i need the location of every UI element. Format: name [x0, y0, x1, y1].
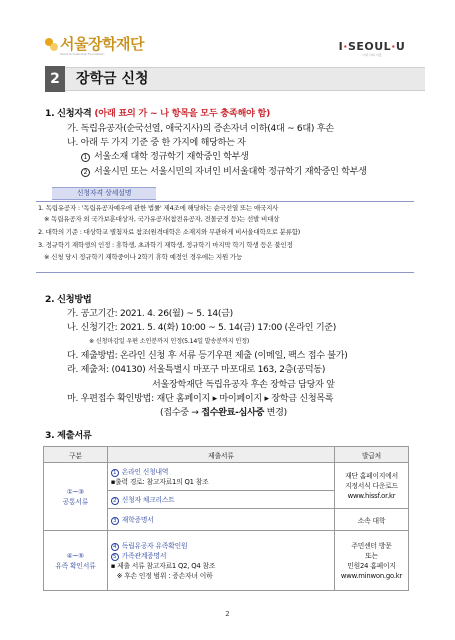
- method-na-note: ※ 신청마감일 우편 소인분까지 인정(5.14일 발송분까지 인정): [89, 338, 250, 345]
- criterion-1-text: 서울소재 대학 정규학기 재학중인 학부생: [94, 152, 249, 162]
- doc-5-sub: ▪ 제출 서류 참고자료1 Q2, Q4 참조: [110, 561, 216, 570]
- doc-3-title: 재학증명서: [121, 515, 154, 524]
- eligibility-heading-note: (아래 표의 가 ~ 나 항목을 모두 충족해야 함): [94, 108, 270, 119]
- table-header-category: 구분: [44, 447, 108, 463]
- documents-table: [43, 446, 409, 591]
- foundation-logo-icon: [45, 38, 58, 53]
- section-title: 장학금 신청: [76, 71, 149, 87]
- table-header-issuer: 발급처: [335, 447, 409, 463]
- detail-tab-label: 신청자격 상세설명: [76, 189, 132, 197]
- detail-3: 3. 정규학기 재학생의 인정 : 휴학생, 초과학기 재학생, 정규학기 마지막 학기 학생 등은 불인정: [38, 241, 293, 249]
- issuer-foundation-b: 지정서식 다운로드: [345, 481, 398, 490]
- issuer-foundation-url: www.hissf.or.kr: [347, 491, 396, 500]
- doc-3-num: 3: [111, 517, 119, 525]
- foundation-logo-text: 서울장학재단: [60, 35, 144, 53]
- doc-5-title: 가족관계증명서: [121, 551, 167, 560]
- method-ma: 마. 우편접수 확인방법: 재단 홈페이지 ▸ 마이페이지 ▸ 장학금 신청목록: [67, 394, 334, 404]
- doc-row-3: [107, 509, 334, 531]
- method-ma2-pre: (접수중 →: [160, 408, 202, 418]
- foundation-logo-subtext: Seoul Scholarship Foundation: [60, 52, 105, 56]
- method-na: 나. 신청기간: 2021. 5. 4(화) 10:00 ~ 5. 14(금) 17:00 (온라인 기준): [67, 323, 337, 333]
- section-number: 2: [45, 66, 65, 92]
- doc-2-title: 신청자 체크리스트: [121, 495, 175, 504]
- doc-4-title: 독립유공자 유족확인원: [121, 541, 188, 550]
- issuer-community-center: [335, 531, 409, 591]
- circled-number-1: 1: [81, 153, 90, 162]
- group1-label: [44, 463, 108, 531]
- issuer-foundation: [335, 463, 409, 509]
- issuer-foundation-a: 재단 홈페이지에서: [345, 471, 398, 480]
- iseoulu-logo: I·SEOUL·U 너와 나의 서울: [336, 40, 408, 58]
- method-ma2-post: 변경): [264, 408, 287, 418]
- criterion-2-text: 서울시민 또는 서울시민의 자녀인 비서울대학 정규학기 재학중인 학부생: [94, 167, 367, 177]
- method-ga: 가. 공고기간: 2021. 4. 26(월) ~ 5. 14(금): [67, 309, 233, 319]
- eligibility-item-na: 나. 아래 두 가지 기준 중 한 가지에 해당하는 자: [67, 138, 246, 148]
- doc-row-4-5: [107, 531, 334, 591]
- iseoulu-logo-a: I: [338, 40, 344, 53]
- issuer-university: 소속 대학: [335, 509, 409, 531]
- issuer-cc-b: 또는: [365, 551, 378, 560]
- group1-label-a: ①~③: [66, 487, 84, 496]
- doc-4-num: 4: [111, 543, 119, 551]
- method-ma2: [160, 407, 287, 419]
- eligibility-criterion-1: [81, 151, 249, 163]
- foundation-logo: [45, 36, 144, 57]
- method-da: 다. 제출방법: 온라인 신청 후 서류 등기우편 제출 (이메일, 팩스 접수 불가): [67, 351, 348, 361]
- doc-2-num: 2: [111, 497, 119, 505]
- iseoulu-logo-subtext: 너와 나의 서울: [362, 53, 382, 57]
- iseoulu-logo-c: U: [395, 40, 406, 53]
- circled-number-2: 2: [81, 168, 90, 177]
- doc-row-1: [107, 463, 334, 491]
- doc-row-2: [107, 491, 334, 509]
- doc-1-title: 온라인 신청내역: [121, 467, 169, 476]
- group1-label-b: 공통서류: [62, 497, 89, 506]
- detail-1: 1. 독립유공자 : '독립유공자예우에 관한 법률' 제4조에 해당하는 순국선열 또는 애국지사: [38, 204, 279, 212]
- method-ra2: 서울장학재단 독립유공자 후손 장학금 담당자 앞: [152, 380, 335, 390]
- page-number: 2: [225, 610, 230, 618]
- eligibility-heading: [45, 108, 270, 120]
- detail-2: 2. 대학의 기준 : 대상학교 별첨자료 참조(원격대학은 소재지와 무관하게 비서울대학으로 분류함): [38, 228, 301, 236]
- detail-tab: [52, 187, 156, 200]
- method-heading: 2. 신청방법: [45, 294, 92, 305]
- detail-1a: ※ 독립유공자 외 국가보훈대상자, 국가유공자(참전유공자, 전몰군경 등)는 선발 비대상: [44, 215, 280, 223]
- documents-heading: 3. 제출서류: [45, 430, 92, 441]
- eligibility-item-ga: 가. 독립유공자(순국선열, 애국지사)의 증손자녀 이하(4대 ~ 6대) 후손: [67, 124, 334, 134]
- eligibility-heading-text: 1. 신청자격: [45, 108, 92, 119]
- group2-label: [44, 531, 108, 591]
- method-ma2-bold: 접수완료-심사중: [201, 408, 265, 418]
- doc-1-sub: ▪출력 경로: 참고자료1의 Q1 참조: [110, 477, 209, 486]
- group2-label-b: 유족 확인서류: [55, 561, 96, 570]
- table-header-documents: 제출서류: [107, 447, 334, 463]
- doc-5-num: 5: [111, 553, 119, 561]
- method-ra: 라. 제출처: (04130) 서울특별시 마포구 마포대로 163, 2층(공덕동): [67, 365, 326, 375]
- issuer-cc-c: 민원24 홈페이지: [347, 561, 396, 570]
- issuer-cc-a: 주민센터 방문: [351, 541, 392, 550]
- doc-1-num: 1: [111, 469, 119, 477]
- iseoulu-logo-b: SEOUL: [347, 40, 392, 53]
- issuer-cc-url: www.minwon.go.kr: [340, 571, 403, 580]
- group2-label-a: ④~⑤: [66, 551, 84, 560]
- detail-3a: ※ 신청 당시 정규학기 재학중이나 2학기 휴학 예정인 경우에는 지원 가능: [44, 253, 243, 261]
- eligibility-criterion-2: [81, 166, 367, 178]
- doc-5-sub2: ※ 후손 인정 범위 : 증손자녀 이하: [116, 571, 213, 580]
